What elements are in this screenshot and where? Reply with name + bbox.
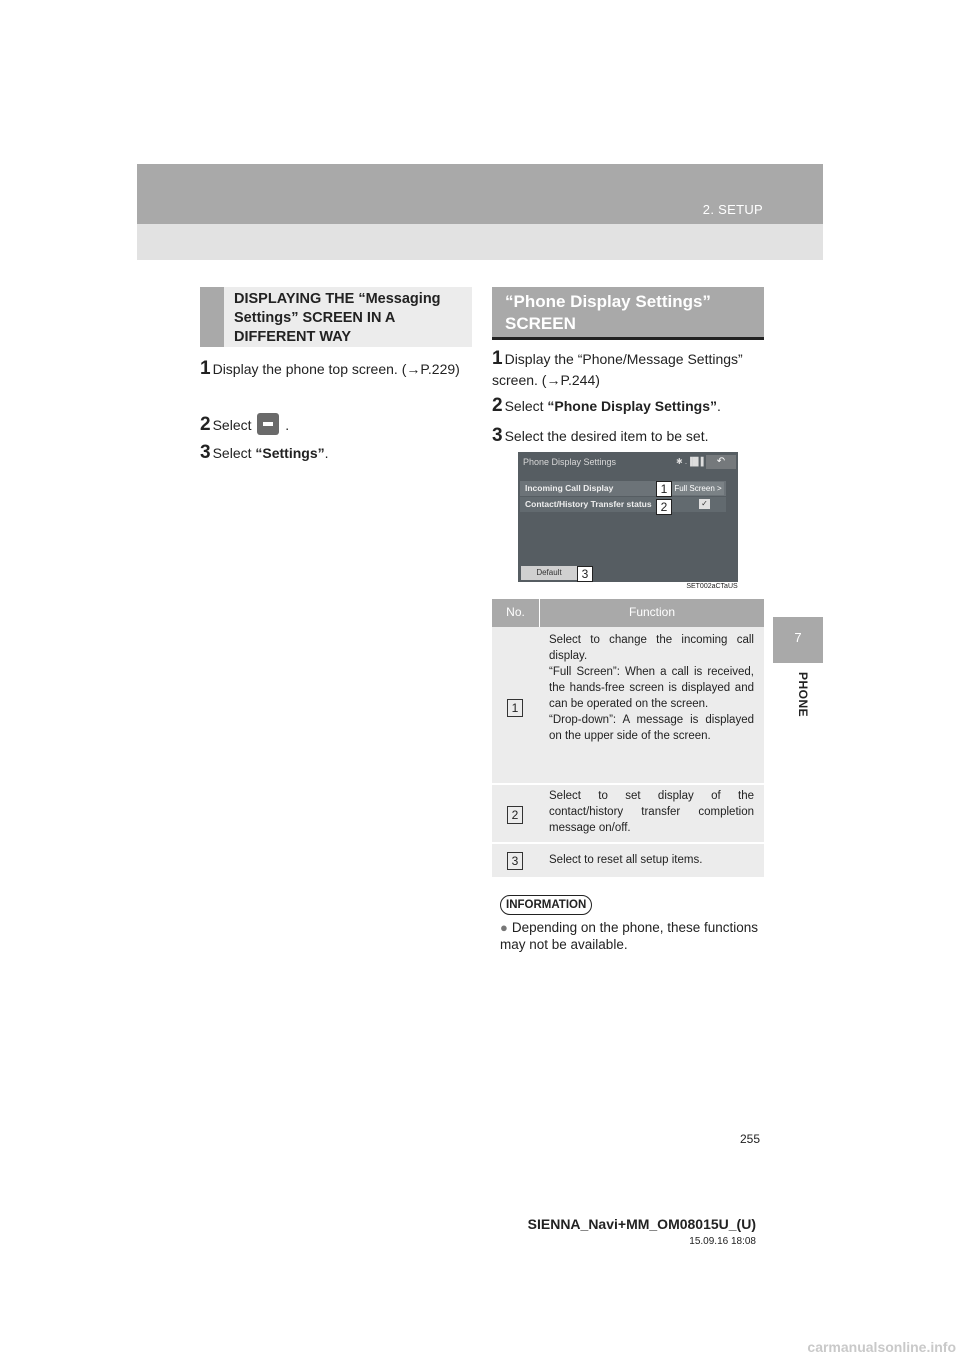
- right-step-2: [492, 395, 764, 417]
- default-button[interactable]: Default: [521, 566, 577, 580]
- row-1-line-1: Select to change the incoming call display.: [549, 634, 754, 662]
- callout-3: 3: [577, 566, 593, 582]
- back-icon[interactable]: ↶: [706, 455, 736, 469]
- step-number: 2: [200, 414, 211, 435]
- step-text: Select: [212, 445, 252, 461]
- left-step-1: [200, 358, 472, 380]
- incoming-call-display-label: Incoming Call Display: [525, 483, 614, 493]
- row-1-function: [549, 632, 754, 744]
- image-code: SET002aCTaUS: [686, 583, 738, 590]
- status-icons: ✱ .▐█ ▌: [676, 457, 707, 466]
- watermark: carmanualsonline.info: [807, 1339, 956, 1355]
- step-text: Display the phone top screen. (→P.229): [212, 361, 460, 377]
- row-2-function: Select to set display of the contact/history transfer completion message on/off.: [549, 790, 754, 834]
- left-heading-accent: [200, 287, 224, 347]
- transfer-status-checkbox[interactable]: ✓: [699, 499, 710, 509]
- step-text: Select the desired item to be set.: [504, 428, 709, 444]
- step-number: 2: [492, 395, 503, 416]
- right-step-3: [492, 425, 764, 447]
- callout-2: 2: [656, 499, 672, 515]
- right-heading: “Phone Display Settings” SCREEN: [505, 292, 711, 333]
- bullet-icon: ●: [500, 920, 508, 935]
- menu-button-icon: [257, 413, 279, 435]
- right-heading-underline: [492, 337, 764, 340]
- left-step-3: [200, 442, 472, 464]
- screen-illustration: [518, 452, 738, 582]
- header-no: No.: [506, 605, 525, 619]
- step-number: 3: [492, 425, 503, 446]
- document-date: 15.09.16 18:08: [689, 1236, 756, 1247]
- right-step-1: [492, 348, 764, 391]
- document-code: SIENNA_Navi+MM_OM08015U_(U): [527, 1216, 756, 1232]
- phone-display-settings-label: “Phone Display Settings”: [547, 398, 717, 414]
- page-number: 255: [739, 1132, 760, 1146]
- full-screen-value[interactable]: Full Screen >: [672, 482, 724, 495]
- left-heading: DISPLAYING THE “Messaging Settings” SCREEN IN A DIFFERENT WAY: [234, 291, 441, 345]
- header-subband: [137, 224, 823, 260]
- row-1-line-2: “Full Screen”: When a call is received, the hands-free screen is displayed and can be operated on the screen.: [549, 666, 754, 710]
- row-number-2: 2: [507, 806, 523, 824]
- left-step-2: [200, 413, 472, 436]
- step-text: Select: [212, 417, 252, 433]
- chapter-label: PHONE: [796, 672, 810, 718]
- section-label: 2. SETUP: [702, 202, 763, 217]
- step-number: 1: [492, 348, 503, 369]
- settings-label: “Settings”: [255, 445, 325, 461]
- header-function: Function: [628, 605, 676, 619]
- row-3-function: Select to reset all setup items.: [549, 854, 703, 866]
- information-body: Depending on the phone, these functions may not be available.: [500, 920, 759, 952]
- step-suffix: .: [324, 445, 329, 461]
- step-text: Display the “Phone/Message Settings” screen. (→P.244): [492, 351, 743, 388]
- step-number: 3: [200, 442, 211, 463]
- chapter-number: 7: [794, 630, 802, 645]
- screen-title: Phone Display Settings: [523, 457, 617, 467]
- information-label: INFORMATION: [500, 895, 592, 915]
- transfer-status-label: Contact/History Transfer status: [525, 499, 652, 509]
- row-1-line-3: “Drop-down”: A message is displayed on the upper side of the screen.: [549, 714, 754, 742]
- information-text: [500, 919, 760, 953]
- step-text: Select: [504, 398, 544, 414]
- step-suffix: .: [716, 398, 721, 414]
- callout-1: 1: [656, 481, 672, 497]
- row-number-1: 1: [507, 699, 523, 717]
- row-number-3: 3: [507, 852, 523, 870]
- step-number: 1: [200, 358, 211, 379]
- step-suffix: .: [285, 417, 290, 433]
